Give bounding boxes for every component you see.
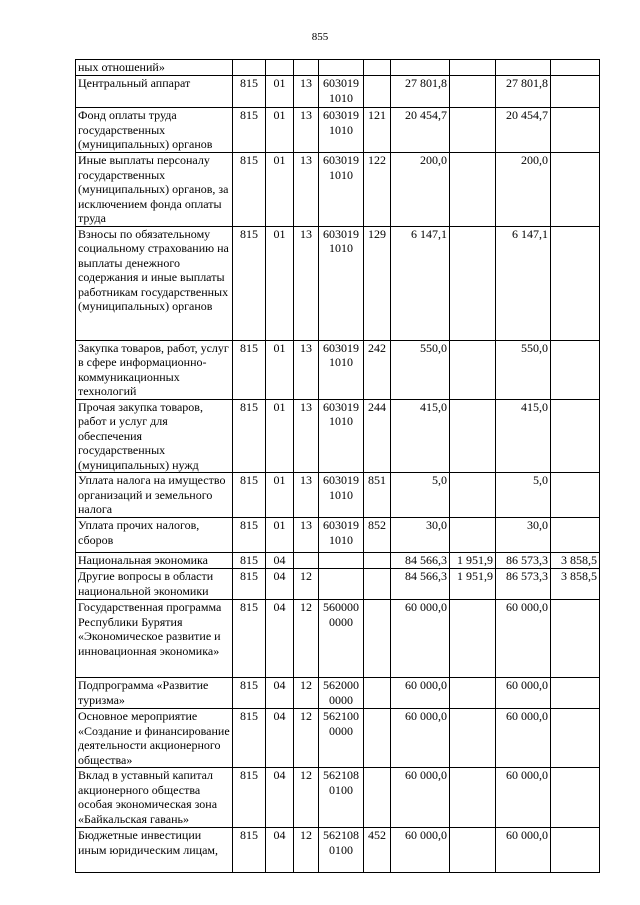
target-article-cell [319,108,364,153]
total-cell: 86 573,3 [496,553,551,569]
total-cell: 60 000,0 [496,600,551,678]
table-row [76,153,600,227]
subsection-code-cell: 12 [294,768,319,828]
amount-cell: 60 000,0 [391,600,450,678]
total-cell [496,60,551,76]
total-cell: 6 147,1 [496,226,551,340]
section-code-cell: 01 [266,108,294,153]
grbs-code-cell: 815 [233,828,266,873]
target-article-line-1: 560000 [323,600,359,614]
target-article-line-2: 0000 [329,692,353,707]
expense-type-cell: 122 [364,153,391,227]
row-name-cell: Уплата прочих налогов, сборов [76,518,233,553]
table-row [76,678,600,709]
subsection-code-cell: 12 [294,709,319,768]
row-name-cell: Вклад в уставный капитал акционерного общества особая экономическая зона «Байкальская гавань» [76,768,233,828]
table-row [76,518,600,553]
target-article-line-2: 1010 [329,90,353,105]
target-article-line-1: 603019 [323,518,359,532]
target-article-line-1: 603019 [323,340,359,355]
expense-type-cell [364,569,391,600]
subsection-code-cell: 13 [294,473,319,518]
change-cell [450,399,496,473]
table-row [76,340,600,399]
amount-cell: 415,0 [391,399,450,473]
subsection-code-cell: 12 [294,678,319,709]
section-code-cell: 04 [266,678,294,709]
amount-cell: 84 566,3 [391,553,450,569]
section-code-cell: 01 [266,226,294,340]
change-cell [450,828,496,873]
row-name-cell: Прочая закупка товаров, работ и услуг для обеспечения государственных (муниципальных) нужд [76,399,233,473]
target-article-line-2: 1010 [329,414,353,428]
target-article-line-2: 0100 [329,842,353,857]
total-cell: 60 000,0 [496,828,551,873]
amount-cell: 5,0 [391,473,450,518]
grbs-code-cell: 815 [233,399,266,473]
row-name-cell: ных отношений» [76,60,233,76]
target-article-line-1: 562108 [323,768,359,782]
target-article-cell [319,828,364,873]
table-row [76,473,600,518]
total-cell: 30,0 [496,518,551,553]
expense-type-cell: 121 [364,108,391,153]
change-cell [450,678,496,709]
table-row [76,108,600,153]
target-article-cell [319,399,364,473]
table-row [76,399,600,473]
target-article-cell [319,226,364,340]
extra-amount-cell: 3 858,5 [551,553,600,569]
target-article-line-1: 603019 [323,108,359,122]
extra-amount-cell [551,153,600,227]
section-code-cell: 04 [266,768,294,828]
row-name-cell: Подпрограмма «Развитие туризма» [76,678,233,709]
amount-cell: 60 000,0 [391,768,450,828]
extra-amount-cell [551,709,600,768]
grbs-code-cell: 815 [233,473,266,518]
extra-amount-cell [551,768,600,828]
target-article-cell [319,678,364,709]
grbs-code-cell: 815 [233,76,266,108]
target-article-cell [319,569,364,600]
amount-cell: 6 147,1 [391,226,450,340]
target-article-cell [319,340,364,399]
row-name-cell: Взносы по обязательному социальному страхованию на выплаты денежного содержания и иные выплаты работникам государственных (муниципальных) органов [76,226,233,340]
subsection-code-cell: 13 [294,108,319,153]
row-name-cell: Фонд оплаты труда государственных (муниципальных) органов [76,108,233,153]
table-row [76,569,600,600]
subsection-code-cell: 12 [294,600,319,678]
table-row [76,768,600,828]
expense-type-cell: 851 [364,473,391,518]
target-article-cell [319,600,364,678]
expense-type-cell [364,600,391,678]
page-number: 855 [311,31,329,43]
target-article-line-1: 603019 [323,153,359,167]
target-article-line-2: 0000 [329,723,353,738]
table-row [76,553,600,569]
table-body [76,60,600,873]
table-row [76,828,600,873]
change-cell [450,60,496,76]
amount-cell: 84 566,3 [391,569,450,600]
section-code-cell: 01 [266,153,294,227]
table-row [76,709,600,768]
section-code-cell: 04 [266,600,294,678]
row-name-cell: Уплата налога на имущество организаций и земельного налога [76,473,233,518]
change-cell [450,473,496,518]
extra-amount-cell: 3 858,5 [551,569,600,600]
section-code-cell: 01 [266,473,294,518]
section-code-cell [266,60,294,76]
subsection-code-cell: 13 [294,340,319,399]
total-cell: 415,0 [496,399,551,473]
expense-type-cell [364,60,391,76]
change-cell [450,340,496,399]
total-cell: 5,0 [496,473,551,518]
change-cell [450,518,496,553]
target-article-line-1: 562108 [323,828,359,842]
table-row [76,600,600,678]
section-code-cell: 01 [266,340,294,399]
target-article-line-2: 1010 [329,122,353,137]
table-row [76,226,600,340]
grbs-code-cell: 815 [233,153,266,227]
expense-type-cell: 452 [364,828,391,873]
extra-amount-cell [551,226,600,340]
section-code-cell: 01 [266,76,294,108]
row-name-cell: Государственная программа Республики Бурятия «Экономическое развитие и инновационная экономика» [76,600,233,678]
subsection-code-cell [294,60,319,76]
extra-amount-cell [551,60,600,76]
target-article-line-1: 562100 [323,709,359,723]
subsection-code-cell: 13 [294,153,319,227]
target-article-cell [319,518,364,553]
grbs-code-cell: 815 [233,709,266,768]
subsection-code-cell: 13 [294,399,319,473]
amount-cell: 60 000,0 [391,828,450,873]
expense-type-cell: 244 [364,399,391,473]
row-name-cell: Основное мероприятие «Создание и финансирование деятельности акционерного общества» [76,709,233,768]
row-name-cell: Иные выплаты персоналу государственных (муниципальных) органов, за исключением фонда оплаты труда [76,153,233,227]
target-article-cell [319,709,364,768]
change-cell [450,768,496,828]
extra-amount-cell [551,678,600,709]
grbs-code-cell: 815 [233,340,266,399]
change-cell: 1 951,9 [450,569,496,600]
section-code-cell: 04 [266,709,294,768]
row-name-cell: Закупка товаров, работ, услуг в сфере информационно-коммуникационных технологий [76,340,233,399]
extra-amount-cell [551,399,600,473]
expense-type-cell [364,709,391,768]
grbs-code-cell: 815 [233,553,266,569]
amount-cell: 550,0 [391,340,450,399]
total-cell: 550,0 [496,340,551,399]
total-cell: 200,0 [496,153,551,227]
subsection-code-cell: 12 [294,828,319,873]
amount-cell: 20 454,7 [391,108,450,153]
section-code-cell: 04 [266,828,294,873]
section-code-cell: 04 [266,553,294,569]
target-article-cell [319,473,364,518]
target-article-line-2: 0100 [329,782,353,797]
expense-type-cell [364,553,391,569]
target-article-line-2: 1010 [329,355,353,369]
change-cell [450,76,496,108]
target-article-line-1: 603019 [323,473,359,487]
target-article-line-2: 1010 [329,532,353,547]
extra-amount-cell [551,340,600,399]
subsection-code-cell: 13 [294,518,319,553]
grbs-code-cell: 815 [233,569,266,600]
change-cell: 1 951,9 [450,553,496,569]
section-code-cell: 01 [266,399,294,473]
row-name-cell: Бюджетные инвестиции иным юридическим лицам, [76,828,233,873]
target-article-cell [319,768,364,828]
amount-cell [391,60,450,76]
row-name-cell: Другие вопросы в области национальной экономики [76,569,233,600]
expense-type-cell: 129 [364,226,391,340]
subsection-code-cell [294,553,319,569]
section-code-cell: 04 [266,569,294,600]
change-cell [450,153,496,227]
extra-amount-cell [551,828,600,873]
total-cell: 60 000,0 [496,768,551,828]
extra-amount-cell [551,473,600,518]
subsection-code-cell: 13 [294,76,319,108]
target-article-cell [319,153,364,227]
grbs-code-cell: 815 [233,518,266,553]
subsection-code-cell: 13 [294,226,319,340]
grbs-code-cell [233,60,266,76]
change-cell [450,600,496,678]
expense-type-cell [364,76,391,108]
expense-type-cell [364,768,391,828]
change-cell [450,226,496,340]
budget-table [75,59,600,873]
extra-amount-cell [551,108,600,153]
target-article-cell [319,76,364,108]
change-cell [450,108,496,153]
grbs-code-cell: 815 [233,678,266,709]
target-article-line-2: 0000 [329,614,353,629]
target-article-line-1: 603019 [323,226,359,241]
expense-type-cell: 852 [364,518,391,553]
amount-cell: 27 801,8 [391,76,450,108]
target-article-line-2: 1010 [329,167,353,182]
change-cell [450,709,496,768]
section-code-cell: 01 [266,518,294,553]
amount-cell: 30,0 [391,518,450,553]
total-cell: 20 454,7 [496,108,551,153]
total-cell: 86 573,3 [496,569,551,600]
target-article-cell [319,60,364,76]
amount-cell: 60 000,0 [391,678,450,709]
total-cell: 27 801,8 [496,76,551,108]
total-cell: 60 000,0 [496,709,551,768]
target-article-line-2: 1010 [329,487,353,502]
grbs-code-cell: 815 [233,600,266,678]
expense-type-cell: 242 [364,340,391,399]
table-row [76,60,600,76]
extra-amount-cell [551,76,600,108]
row-name-cell: Национальная экономика [76,553,233,569]
grbs-code-cell: 815 [233,108,266,153]
subsection-code-cell: 12 [294,569,319,600]
target-article-line-1: 562000 [323,678,359,692]
grbs-code-cell: 815 [233,226,266,340]
target-article-cell [319,553,364,569]
total-cell: 60 000,0 [496,678,551,709]
amount-cell: 200,0 [391,153,450,227]
extra-amount-cell [551,600,600,678]
row-name-cell: Центральный аппарат [76,76,233,108]
amount-cell: 60 000,0 [391,709,450,768]
target-article-line-2: 1010 [329,241,353,255]
target-article-line-1: 603019 [323,399,359,414]
grbs-code-cell: 815 [233,768,266,828]
target-article-line-1: 603019 [323,76,359,90]
extra-amount-cell [551,518,600,553]
table-row [76,76,600,108]
expense-type-cell [364,678,391,709]
